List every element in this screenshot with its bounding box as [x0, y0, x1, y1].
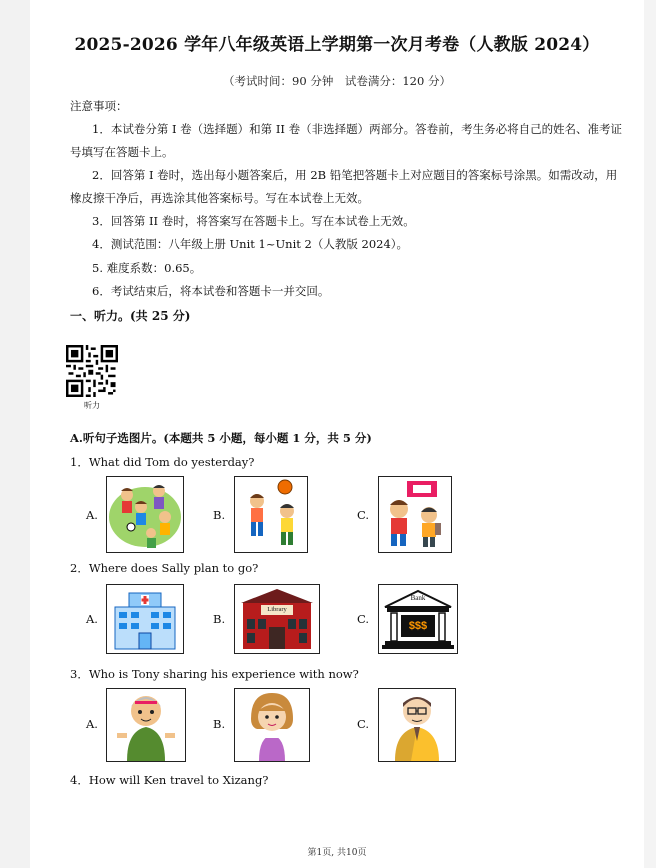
notice-item: 2．回答第 I 卷时，选出每小题答案后，用 2B 铅笔把答题卡上对应题目的答案标号涂黑。如需改动，用橡皮擦干净后，再选涂其他答案标号。写在本试卷上无效。 — [70, 168, 618, 205]
right-margin — [644, 0, 656, 868]
exam-title: 2025-2026 学年八年级英语上学期第一次月考卷（人教版 2024） — [74, 35, 600, 55]
option-image-library[interactable] — [234, 584, 320, 654]
option-label: B. — [213, 717, 226, 731]
option-label: C. — [357, 717, 370, 731]
option-image-bank[interactable] — [378, 584, 458, 654]
section-title: 一、听力。(共 25 分) — [70, 309, 191, 323]
option-image-kids-playing-soccer[interactable] — [106, 476, 184, 553]
option-label: C. — [357, 508, 370, 522]
page-footer: 第1页, 共10页 — [307, 848, 367, 858]
option-label: B. — [213, 612, 226, 626]
question-text: 4．How will Ken travel to Xizang? — [70, 773, 269, 787]
notice-item: 4．测试范围：八年级上册 Unit 1~Unit 2（人教版 2024）。 — [92, 237, 409, 251]
part-title: A.听句子选图片。(本题共 5 小题，每小题 1 分，共 5 分) — [70, 431, 372, 445]
option-image-girl[interactable] — [234, 688, 310, 762]
document-page — [30, 0, 644, 868]
exam-subtitle: （考试时间：90 分钟 试卷满分：120 分） — [223, 74, 451, 88]
option-image-hospital[interactable] — [106, 584, 184, 654]
option-label: A. — [86, 508, 98, 522]
option-label: A. — [86, 612, 98, 626]
option-label: A. — [86, 717, 98, 731]
bank-sign: Bank — [410, 594, 426, 602]
question-text: 1．What did Tom do yesterday? — [70, 455, 255, 469]
notice-heading: 注意事项： — [70, 99, 128, 113]
notice-item: 1．本试卷分第 I 卷（选择题）和第 II 卷（非选择题）两部分。答卷前，考生务必将自己的姓名、准考证号填写在答题卡上。 — [70, 122, 623, 159]
option-image-grandmother[interactable] — [106, 688, 186, 762]
notice-item: 3．回答第 II 卷时，将答案写在答题卡上。写在本试卷上无效。 — [92, 214, 415, 228]
option-label: C. — [357, 612, 370, 626]
money-sign: $$$ — [408, 620, 428, 632]
question-text: 2．Where does Sally plan to go? — [70, 561, 259, 575]
left-margin — [0, 0, 30, 868]
question-text: 3．Who is Tony sharing his experience with now? — [70, 667, 359, 681]
library-sign: Library — [267, 606, 287, 613]
qr-label: 听力 — [84, 401, 100, 410]
notice-item: 6．考试结束后，将本试卷和答题卡一并交回。 — [92, 284, 330, 298]
option-image-kids-basketball[interactable] — [234, 476, 308, 553]
option-image-father[interactable] — [378, 688, 456, 762]
option-image-kids-going-to-school[interactable] — [378, 476, 452, 553]
option-label: B. — [213, 508, 226, 522]
notice-item: 5. 难度系数：0.65。 — [92, 261, 202, 275]
qr-code-icon[interactable] — [66, 345, 118, 397]
